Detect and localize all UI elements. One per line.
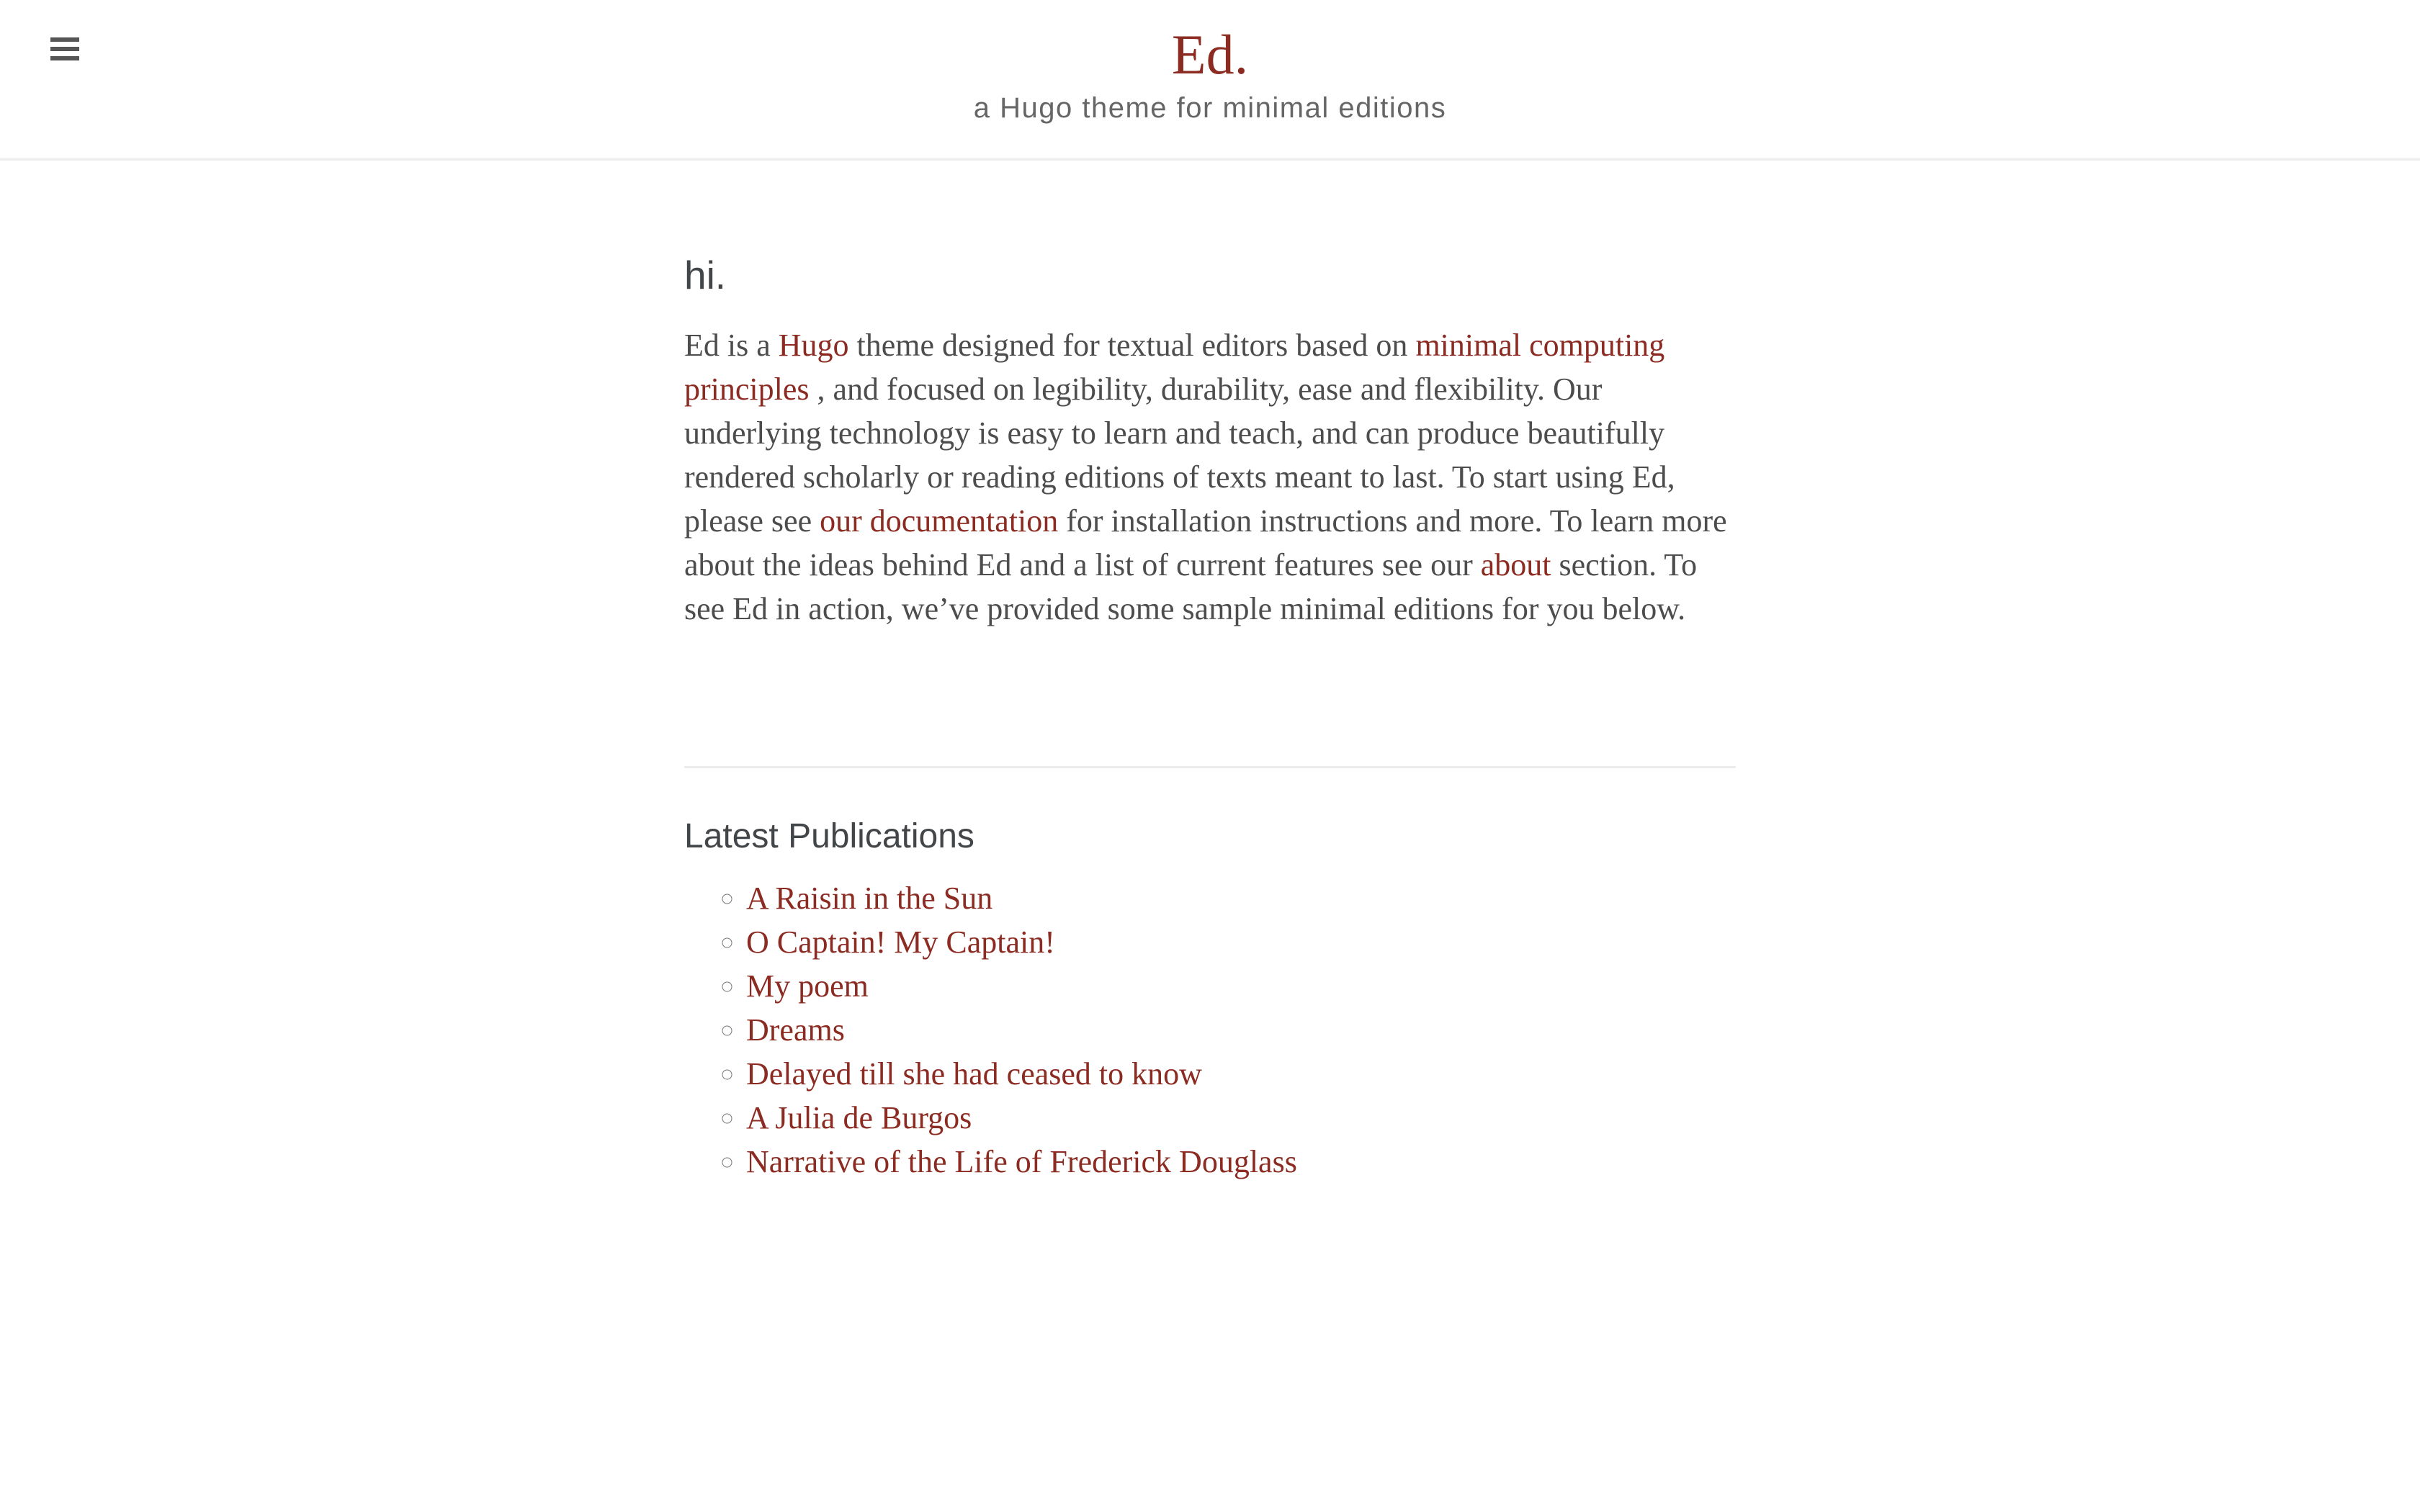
publication-link[interactable]: Delayed till she had ceased to know (746, 1056, 1202, 1092)
publication-item (746, 1008, 1736, 1052)
publication-item (746, 1052, 1736, 1096)
hamburger-bar (50, 47, 79, 51)
latest-publications-section (684, 816, 1736, 1184)
our-documentation-link[interactable]: our documentation (820, 503, 1059, 539)
site-header (0, 0, 2420, 161)
publication-link[interactable]: O Captain! My Captain! (746, 924, 1055, 960)
publication-item (746, 964, 1736, 1008)
greeting-heading: hi. (684, 253, 727, 298)
main-content (684, 161, 1736, 1184)
section-divider (684, 766, 1736, 768)
hamburger-bar (50, 37, 79, 42)
publication-link[interactable]: A Julia de Burgos (746, 1099, 972, 1135)
intro-paragraph: Ed is a Hugo theme designed for textual editors based on minimal computing principles , and focused on legibility, durability, ease and flexibility. Our underlying technology is easy to learn and teach, and can produce beautifully rendered scholarly or reading editions of texts meant to last. To start using Ed, please see our documentation for installation instructions and more. To learn more about the ideas behind Ed and a list of current features see our about section. To see Ed in action, we’ve provided some sample minimal editions for you below. (684, 328, 1727, 627)
publication-link[interactable]: Dreams (746, 1012, 845, 1048)
publication-item (746, 876, 1736, 920)
latest-publications-heading: Latest Publications (684, 817, 974, 856)
site-subtitle: a Hugo theme for minimal editions (973, 92, 1447, 125)
publication-link[interactable]: My poem (746, 968, 869, 1004)
publication-item (746, 1096, 1736, 1140)
site-title-link[interactable]: Ed. (1171, 23, 1249, 86)
menu-button[interactable] (48, 33, 82, 65)
minimal-computing-principles-link[interactable]: minimal computing principles (684, 328, 1665, 408)
publications-list (684, 876, 1736, 1184)
publication-link[interactable]: Narrative of the Life of Frederick Douglass (746, 1143, 1297, 1179)
hamburger-icon (50, 37, 79, 60)
publication-item (746, 1140, 1736, 1184)
about-link[interactable]: about (1480, 547, 1551, 583)
publication-link[interactable]: A Raisin in the Sun (746, 880, 993, 916)
hugo-link[interactable]: Hugo (778, 328, 849, 364)
publication-item (746, 920, 1736, 964)
hamburger-bar (50, 56, 79, 60)
